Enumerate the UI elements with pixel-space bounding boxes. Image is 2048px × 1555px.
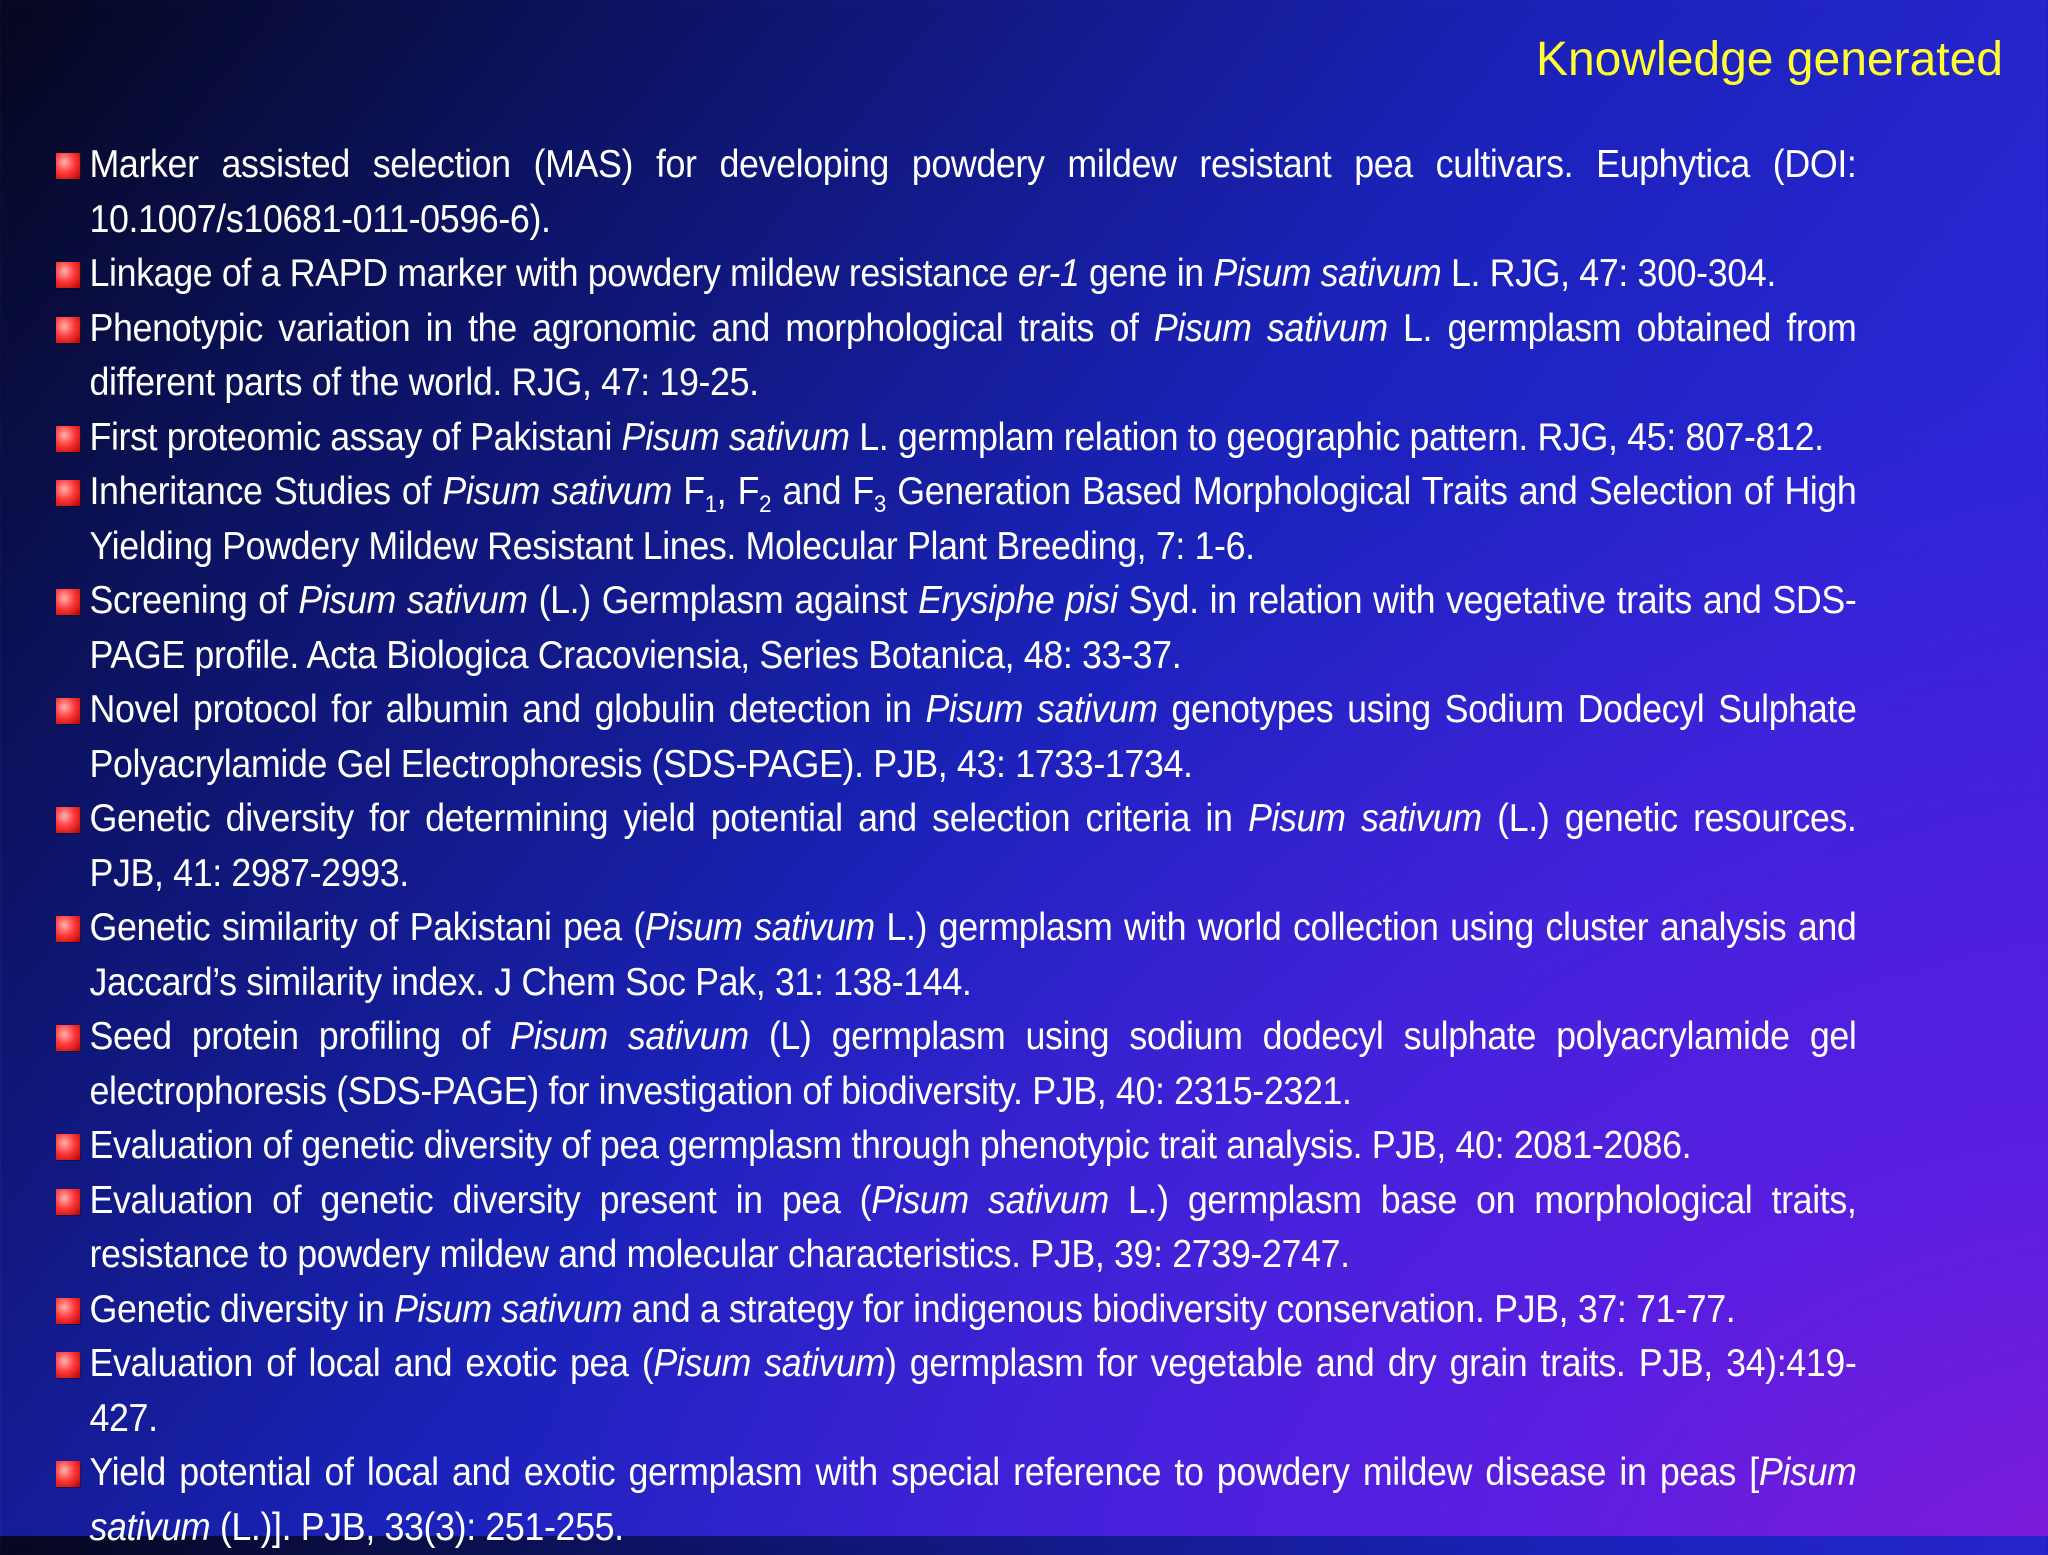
text-run: , F [716, 470, 760, 513]
text-run: Phenotypic variation in the agronomic and morphological traits of [89, 306, 1154, 350]
publication-item [56, 1283, 1856, 1338]
publication-item [56, 302, 1856, 411]
text-run: Evaluation of local and exotic pea ( [89, 1342, 654, 1385]
text-run: F [671, 470, 705, 513]
text-run: Generation Based Morphological Traits and Selection of High Yielding Powdery Mildew Resistant Lines. Molecular Plant Breeding, 7: 1-6. [89, 470, 1857, 568]
text-run: L. germplam relation to geographic pattern. RJG, 45: 807-812. [849, 415, 1824, 459]
italic-run: Pisum sativum [871, 1178, 1109, 1222]
text-run: L.) germplasm base on morphological traits, resistance to powdery mildew and molecular characteristics. PJB, 39: 2739-2747. [89, 1178, 1857, 1276]
square-bullet-icon [56, 262, 80, 288]
publication-text [89, 688, 1856, 786]
text-run: and F [771, 470, 874, 513]
text-run: Genetic similarity of Pakistani pea ( [89, 906, 645, 949]
publication-text [89, 1342, 1856, 1440]
publication-text [89, 307, 1856, 405]
text-run: Genetic diversity in [89, 1287, 395, 1331]
square-bullet-icon [56, 1189, 80, 1215]
square-bullet-icon [56, 1025, 80, 1051]
publication-item [56, 465, 1856, 574]
publication-item [56, 138, 1856, 247]
text-run: Novel protocol for albumin and globulin detection in [89, 688, 926, 731]
italic-run: Pisum sativum [925, 688, 1158, 731]
publication-item [56, 901, 1856, 1010]
text-run: L. RJG, 47: 300-304. [1441, 252, 1776, 295]
italic-run: Pisum sativum [621, 415, 850, 459]
subscript-run: 3 [873, 491, 886, 518]
publication-text [89, 1015, 1856, 1113]
italic-run: Pisum sativum [644, 906, 875, 949]
publication-item [56, 247, 1856, 302]
text-run: Evaluation of genetic diversity present in pea ( [89, 1178, 872, 1222]
slide-title: Knowledge generated [1535, 33, 2003, 86]
square-bullet-icon [56, 916, 80, 942]
italic-run: Erysiphe pisi [918, 579, 1118, 622]
publication-text [89, 470, 1856, 568]
text-run: L. germplasm obtained from different parts of the world. RJG, 47: 19-25. [89, 306, 1857, 404]
text-run: Inheritance Studies of [89, 470, 443, 513]
text-run: (L.)]. PJB, 33(3): 251-255. [210, 1505, 624, 1549]
publication-text [89, 143, 1856, 241]
text-run: (L.) Germplasm against [527, 579, 919, 622]
text-run: (L.) genetic resources. PJB, 41: 2987-2993. [89, 797, 1857, 895]
publication-text [89, 797, 1856, 895]
publication-item [56, 1119, 1856, 1174]
text-run: Linkage of a RAPD marker with powdery mildew resistance [89, 252, 1018, 295]
square-bullet-icon [56, 480, 80, 506]
square-bullet-icon [56, 317, 80, 343]
publication-item [56, 411, 1856, 466]
text-run: First proteomic assay of Pakistani [89, 415, 622, 459]
italic-run: Pisum sativum [1153, 306, 1388, 350]
italic-run: Pisum sativum [298, 579, 528, 622]
publication-item [56, 1446, 1856, 1555]
italic-run: Pisum sativum [653, 1342, 886, 1385]
text-run: L.) germplasm with world collection using cluster analysis and Jaccard’s similarity index. J Chem Soc Pak, 31: 138-144. [89, 906, 1857, 1004]
text-run: and a strategy for indigenous biodiversity conservation. PJB, 37: 71-77. [622, 1287, 1736, 1331]
italic-run: er-1 [1017, 252, 1080, 295]
text-run: Seed protein profiling of [89, 1015, 511, 1058]
publication-text [89, 1451, 1856, 1549]
text-run: genotypes using Sodium Dodecyl Sulphate Polyacrylamide Gel Electrophoresis (SDS-PAGE). PJB, 43: 1733-1734. [89, 688, 1857, 786]
publication-text [89, 1179, 1856, 1277]
text-run: Yield potential of local and exotic germplasm with special reference to powdery mildew disease in peas [ [89, 1451, 1759, 1494]
italic-run: Pisum sativum [1247, 797, 1482, 840]
publication-text [89, 579, 1856, 677]
publication-text [89, 1288, 1735, 1331]
square-bullet-icon [56, 1352, 80, 1378]
italic-run: Pisum sativum [89, 1451, 1857, 1549]
text-run: Genetic diversity for determining yield potential and selection criteria in [89, 797, 1248, 840]
square-bullet-icon [56, 1298, 80, 1324]
square-bullet-icon [56, 698, 80, 724]
text-run: gene in [1079, 252, 1214, 295]
publication-item [56, 1174, 1856, 1283]
italic-run: Pisum sativum [1213, 252, 1442, 295]
square-bullet-icon [56, 589, 80, 615]
italic-run: Pisum sativum [394, 1287, 623, 1331]
publication-item [56, 1010, 1856, 1119]
square-bullet-icon [56, 1461, 80, 1487]
publication-list [56, 138, 1992, 1555]
publication-item [56, 792, 1856, 901]
text-run: Marker assisted selection (MAS) for developing powdery mildew resistant pea cultivars. Euphytica (DOI: 10.1007/s10681-011-0596-6). [89, 143, 1857, 241]
publication-text [89, 1124, 1691, 1167]
text-run: Evaluation of genetic diversity of pea germplasm through phenotypic trait analysis. PJB, 40: 2081-2086. [89, 1124, 1692, 1167]
square-bullet-icon [56, 153, 80, 179]
subscript-run: 2 [759, 491, 772, 518]
square-bullet-icon [56, 426, 80, 452]
subscript-run: 1 [704, 491, 717, 518]
square-bullet-icon [56, 1134, 80, 1160]
publication-text [89, 416, 1823, 459]
publication-text [89, 906, 1856, 1004]
publication-item [56, 1337, 1856, 1446]
italic-run: Pisum sativum [442, 470, 672, 513]
publication-item [56, 574, 1856, 683]
text-run: ) germplasm for vegetable and dry grain traits. PJB, 34):419-427. [89, 1342, 1857, 1440]
text-run: Screening of [89, 579, 299, 622]
publication-item [56, 683, 1856, 792]
italic-run: Pisum sativum [510, 1015, 749, 1058]
square-bullet-icon [56, 807, 80, 833]
text-run: (L) germplasm using sodium dodecyl sulphate polyacrylamide gel electrophoresis (SDS-PAGE) for investigation of biodiversity. PJB, 40: 2315-2321. [89, 1015, 1857, 1113]
text-run: Syd. in relation with vegetative traits and SDS-PAGE profile. Acta Biologica Cracoviensia, Series Botanica, 48: 33-37. [89, 579, 1857, 677]
publication-text [89, 252, 1775, 295]
